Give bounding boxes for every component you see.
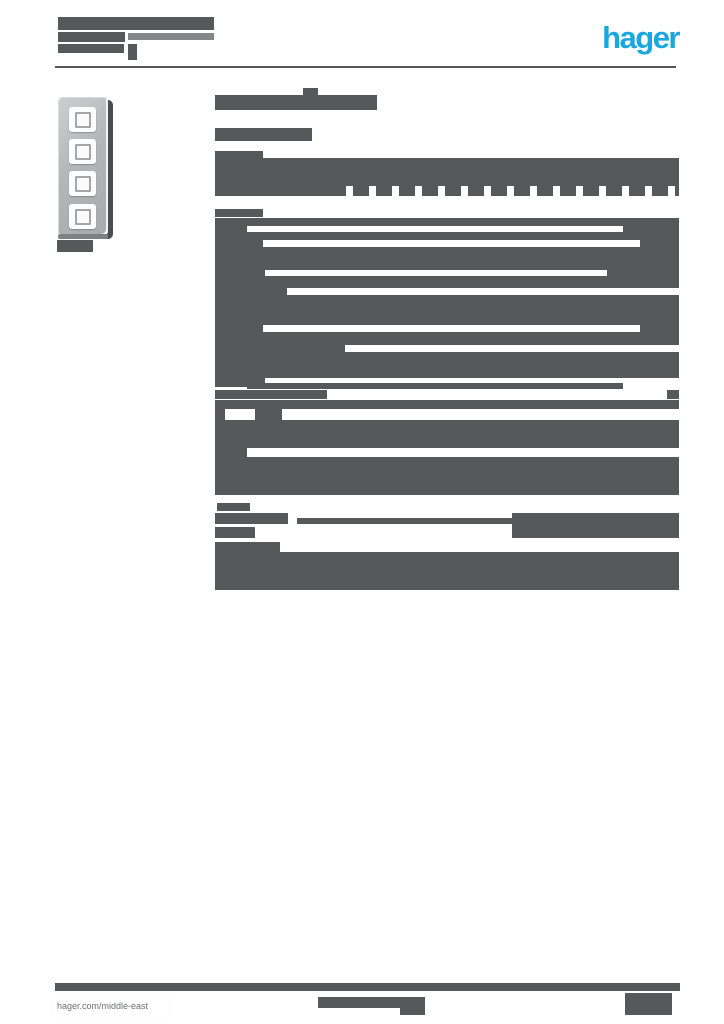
redacted-text-bar bbox=[215, 325, 263, 332]
redacted-text-bar bbox=[468, 186, 484, 196]
redacted-text-bar bbox=[445, 186, 461, 196]
redacted-text-bar bbox=[537, 186, 553, 196]
redacted-text-bar bbox=[58, 32, 125, 42]
redacted-text-bar bbox=[215, 240, 263, 247]
redacted-text-bar bbox=[215, 527, 255, 538]
redacted-text-bar bbox=[303, 88, 318, 95]
redacted-text-bar bbox=[128, 33, 214, 40]
redacted-text-bar bbox=[215, 345, 345, 352]
redacted-text-bar bbox=[640, 325, 679, 332]
redacted-text-bar bbox=[215, 95, 377, 110]
redacted-text-bar bbox=[297, 518, 512, 524]
frame-window-inner-square bbox=[75, 176, 91, 192]
frame-window-inner-square bbox=[75, 144, 91, 160]
redacted-text-bar bbox=[128, 44, 137, 60]
redacted-text-bar bbox=[400, 1008, 425, 1015]
frame-window bbox=[69, 139, 96, 164]
redacted-text-bar bbox=[215, 332, 679, 345]
redacted-text-bar bbox=[247, 383, 623, 389]
redacted-text-bar bbox=[255, 409, 282, 420]
frame-window bbox=[69, 107, 96, 132]
product-image-shadow bbox=[58, 234, 108, 239]
redacted-text-bar bbox=[57, 240, 93, 252]
frame-window-inner-square bbox=[75, 209, 91, 225]
redacted-text-bar bbox=[215, 457, 679, 495]
frame-window bbox=[69, 171, 96, 196]
redacted-text-bar bbox=[215, 158, 679, 186]
redacted-text-bar bbox=[330, 186, 346, 196]
redacted-text-bar bbox=[215, 247, 679, 270]
hager-logo: hager bbox=[602, 20, 679, 55]
redacted-text-bar bbox=[215, 420, 679, 448]
redacted-text-bar bbox=[625, 993, 672, 1015]
footer-bar bbox=[55, 983, 680, 991]
redacted-text-bar bbox=[652, 186, 668, 196]
redacted-text-bar bbox=[560, 186, 576, 196]
redacted-text-bar bbox=[215, 218, 679, 226]
redacted-text-bar bbox=[215, 448, 247, 457]
redacted-text-bar bbox=[629, 186, 645, 196]
redacted-text-bar bbox=[215, 288, 287, 295]
redacted-text-bar bbox=[217, 503, 250, 511]
redacted-text-bar bbox=[640, 240, 679, 247]
redacted-text-bar bbox=[667, 390, 679, 399]
footer-url-box bbox=[53, 995, 168, 1016]
redacted-text-bar bbox=[215, 400, 679, 409]
redacted-text-bar bbox=[353, 186, 369, 196]
redacted-text-bar bbox=[318, 997, 425, 1008]
product-image-frame bbox=[58, 97, 108, 236]
redacted-text-bar bbox=[215, 552, 679, 590]
redacted-text-bar bbox=[376, 186, 392, 196]
redacted-text-bar bbox=[215, 513, 288, 524]
redacted-text-bar bbox=[514, 186, 530, 196]
redacted-text-bar bbox=[675, 186, 679, 196]
redacted-text-bar bbox=[215, 542, 280, 552]
redacted-text-bar bbox=[215, 352, 679, 378]
redacted-text-bar bbox=[215, 390, 327, 399]
redacted-text-bar bbox=[215, 232, 679, 240]
redacted-text-bar bbox=[512, 513, 679, 538]
frame-window bbox=[69, 204, 96, 229]
redacted-text-bar bbox=[215, 295, 679, 325]
redacted-text-bar bbox=[422, 186, 438, 196]
redacted-text-bar bbox=[606, 186, 622, 196]
frame-window-inner-square bbox=[75, 112, 91, 128]
footer-website-text: hager.com/middle-east bbox=[57, 1000, 149, 1011]
redacted-text-bar bbox=[58, 44, 124, 53]
redacted-text-bar bbox=[215, 128, 312, 141]
header-divider bbox=[55, 66, 676, 68]
redacted-text-bar bbox=[215, 276, 679, 288]
redacted-text-bar bbox=[215, 409, 225, 420]
redacted-text-bar bbox=[399, 186, 415, 196]
redacted-text-bar bbox=[491, 186, 507, 196]
redacted-text-bar bbox=[583, 186, 599, 196]
redacted-text-bar bbox=[215, 186, 330, 196]
redacted-text-bar bbox=[215, 209, 263, 217]
redacted-text-bar bbox=[215, 151, 263, 158]
redacted-text-bar bbox=[58, 17, 214, 30]
